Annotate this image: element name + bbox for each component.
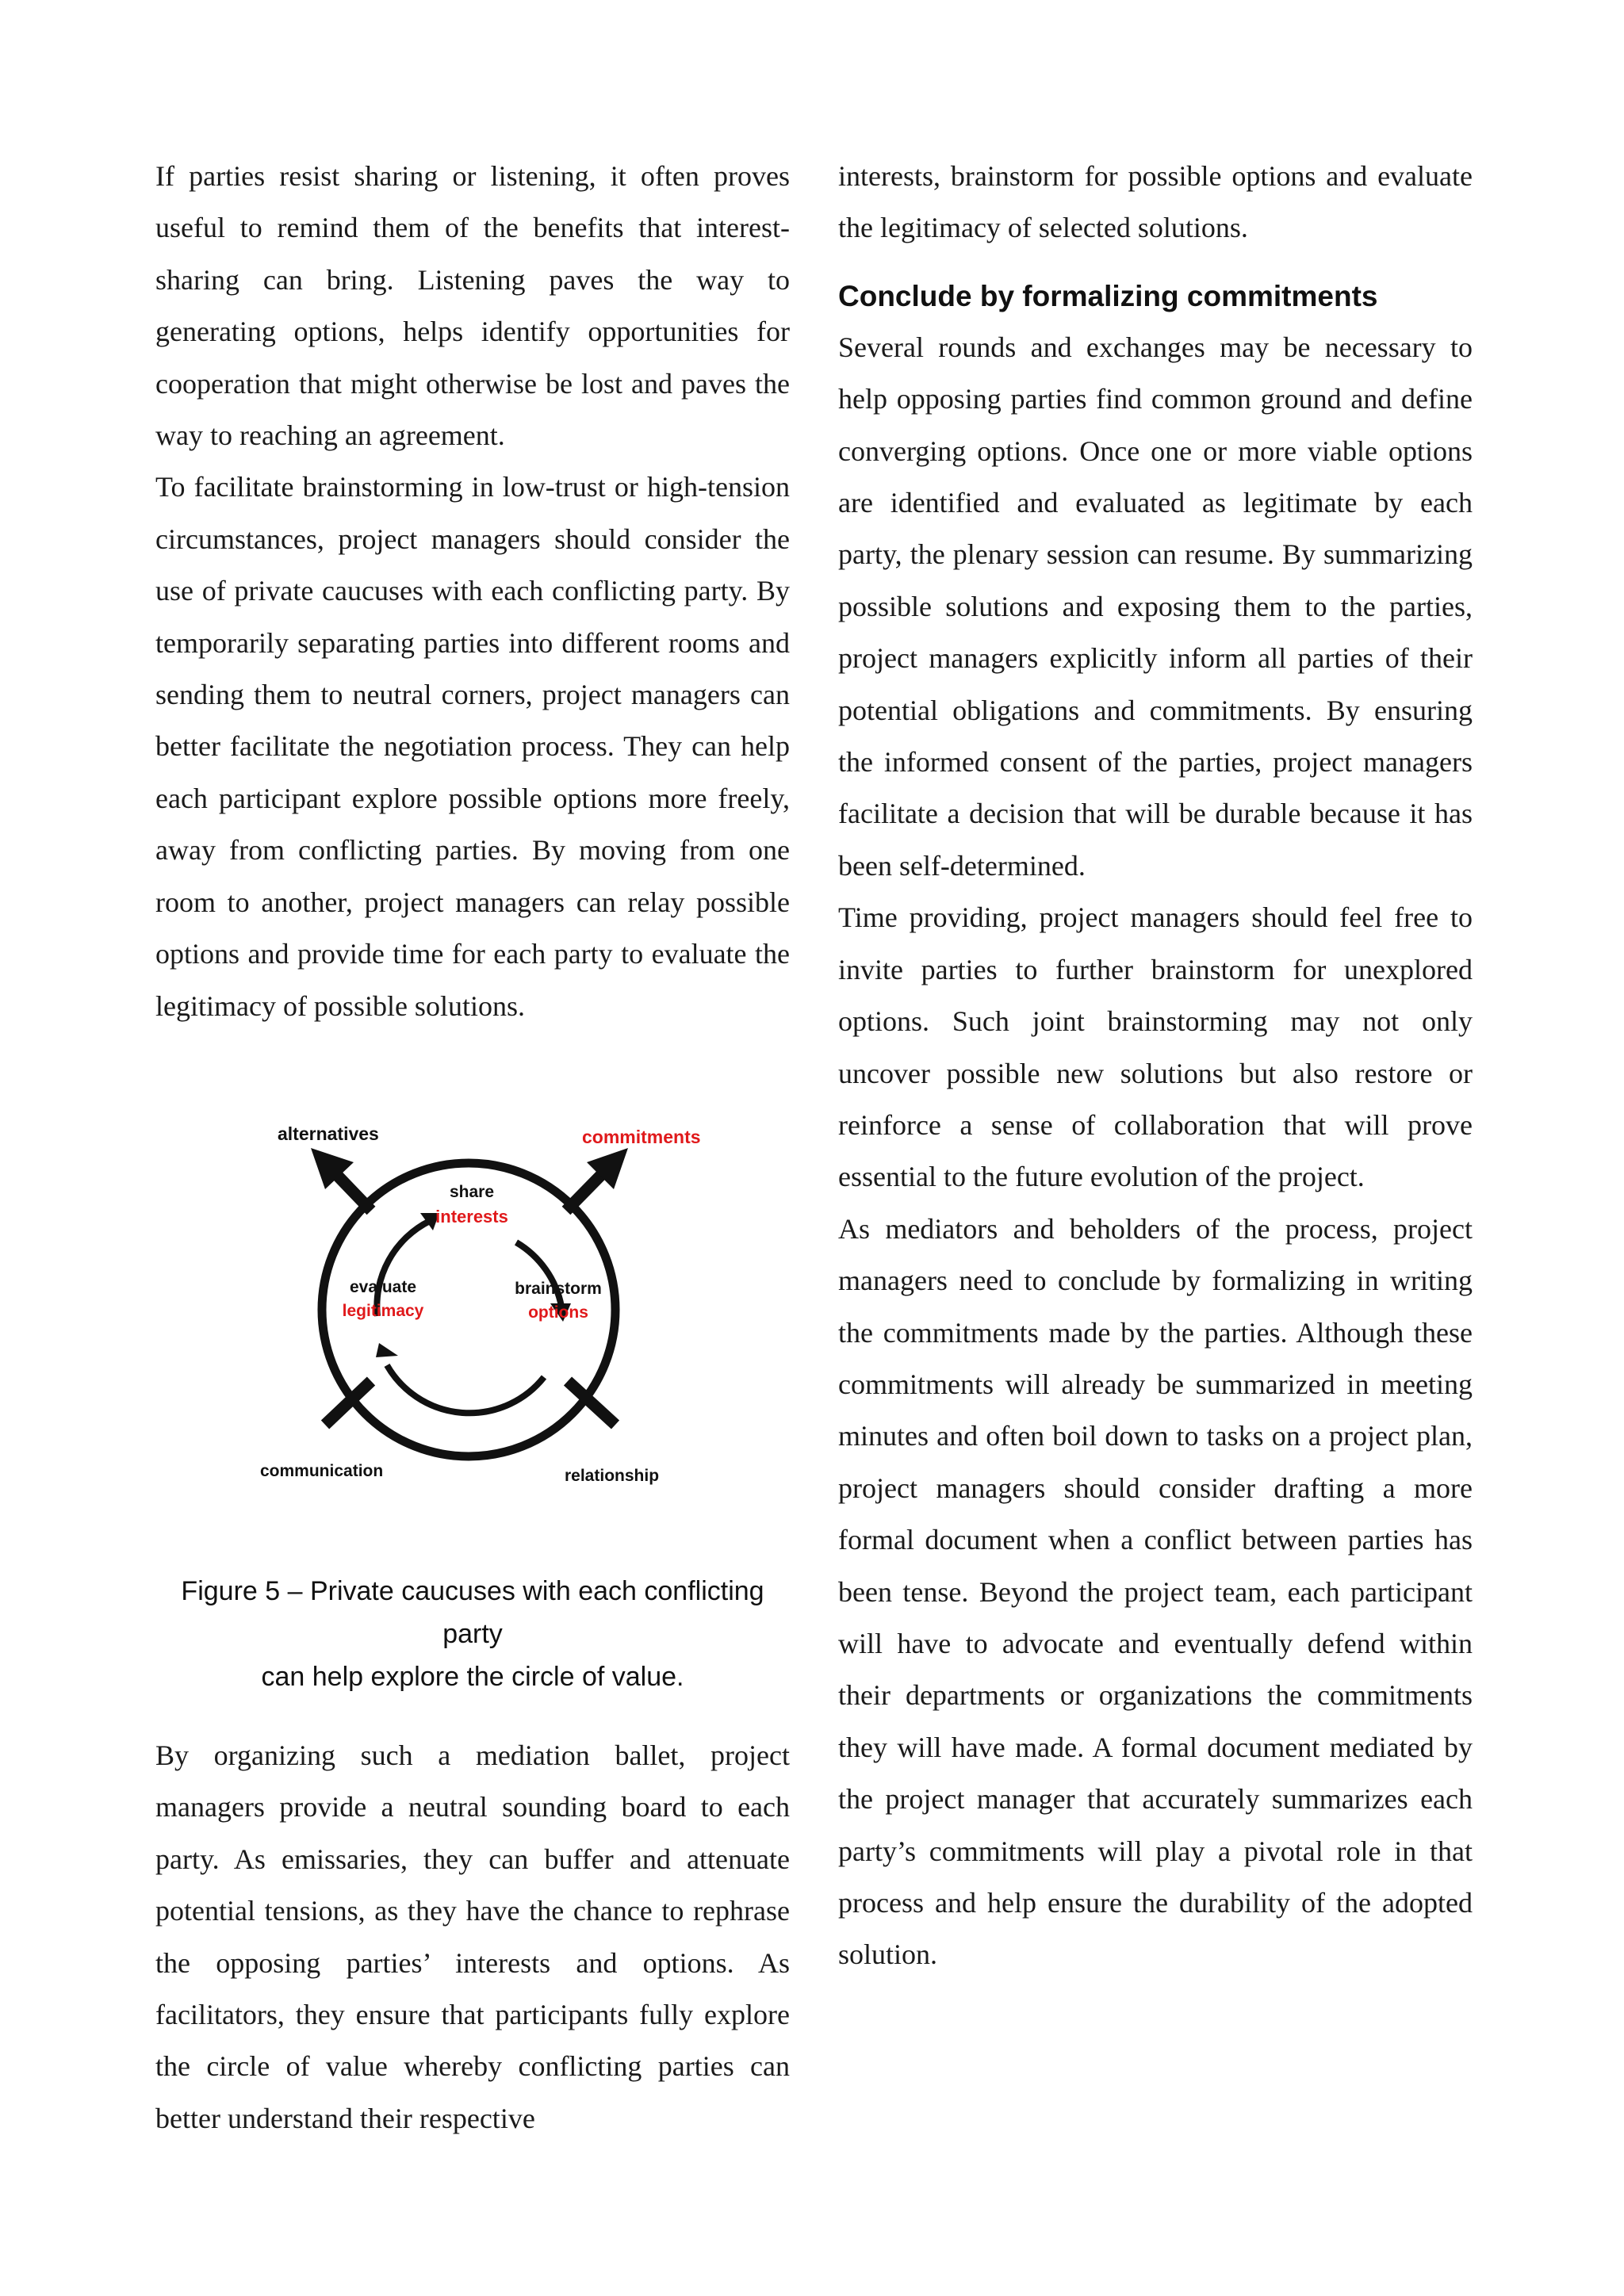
label-legitimacy: legitimacy xyxy=(342,1301,424,1320)
circle-of-value-diagram xyxy=(155,1080,790,1563)
circle-of-value-figure xyxy=(155,1080,790,1563)
alternatives-arrow-icon xyxy=(311,1148,371,1211)
label-relationship: relationship xyxy=(565,1466,660,1485)
label-commitments: commitments xyxy=(582,1126,701,1147)
commitments-arrow-icon xyxy=(566,1148,628,1211)
label-interests: interests xyxy=(435,1206,508,1226)
paragraph-mediation-ballet: By organizing such a mediation ballet, project managers provide a neutral sounding board to each party. As emissaries, they can buffer and attenuate potential tensions, as they have the chance to rephrase the opposing parties’ interests and options. As facilitators, they ensure that participants fully explore the circle of value whereby conflicting parties can better understand their respective xyxy=(155,1739,790,2134)
label-brainstorm: brainstorm xyxy=(515,1279,602,1298)
label-share: share xyxy=(449,1182,495,1201)
paragraph-several-rounds: Several rounds and exchanges may be necessary to help opposing parties find common ground and define converging options. Once one or more viable options are identified and evaluated as legitimate by each party, the plenary session can resume. By summarizing possible solutions and exposing them to the parties, project managers explicitly inform all parties of their potential obligations and commitments. By ensuring the informed consent of the parties, project managers facilitate a decision that will be durable because it has been self-determined. xyxy=(838,331,1473,882)
section-heading: Conclude by formalizing commitments xyxy=(838,279,1378,312)
label-communication: communication xyxy=(260,1461,384,1480)
paragraph-private-caucuses: To facilitate brainstorming in low-trust or high-tension circumstances, project managers should consider the use of private caucuses with each conflicting party. By temporarily separating parties into different rooms and sending them to neutral corners, project managers can better facilitate the negotiation process. They can help each participant explore possible options more freely, away from conflicting parties. By moving from one room to another, project managers can relay possible options and provide time for each party to evaluate the legitimacy of possible solutions. xyxy=(155,471,790,1022)
figure-caption-line-1: Figure 5 – Private caucuses with each conflicting party xyxy=(181,1575,764,1649)
paragraph-continuation: interests, brainstorm for possible options and evaluate the legitimacy of selected solutions. xyxy=(838,160,1473,244)
label-evaluate: evaluate xyxy=(349,1277,417,1296)
paragraph-interest-sharing: If parties resist sharing or listening, it often proves useful to remind them of the benefits that interest-sharing can bring. Listening paves the way to generating options, helps identify opportunities for cooperation that might otherwise be lost and paves the way to reaching an agreement. xyxy=(155,160,790,452)
cycle-arc-brainstorm-to-evaluate xyxy=(387,1365,544,1413)
paragraph-mediators: As mediators and beholders of the process, project managers need to conclude by formalizing in writing the commitments made by the parties. Although these commitments will already be summarized in meeting minutes and often boil down to tasks on a project plan, project managers should consider drafting a more formal document when a conflict between parties has been tense. Beyond the project team, each participant will have to advocate and eventually defend within their departments or organizations the commitments they will have made. A formal document mediated by the project manager that accurately summarizes each party’s commitments will play a pivotal role in that process and help ensure the durability of the adopted solution. xyxy=(838,1212,1473,1971)
figure-caption-line-2: can help explore the circle of value. xyxy=(261,1661,684,1692)
left-column xyxy=(155,151,790,2145)
label-alternatives: alternatives xyxy=(278,1123,379,1144)
paragraph-time-providing: Time providing, project managers should feel free to invite parties to further brainstorm for unexplored options. Such joint brainstorming may not only uncover possible new solutions but also restore or reinforce a sense of collaboration that will prove essential to the future evolution of the project. xyxy=(838,901,1473,1193)
label-options: options xyxy=(528,1303,588,1322)
right-column xyxy=(838,151,1473,1981)
figure-caption xyxy=(155,1570,790,1698)
cycle-arrowhead-evaluate-icon xyxy=(376,1343,398,1357)
